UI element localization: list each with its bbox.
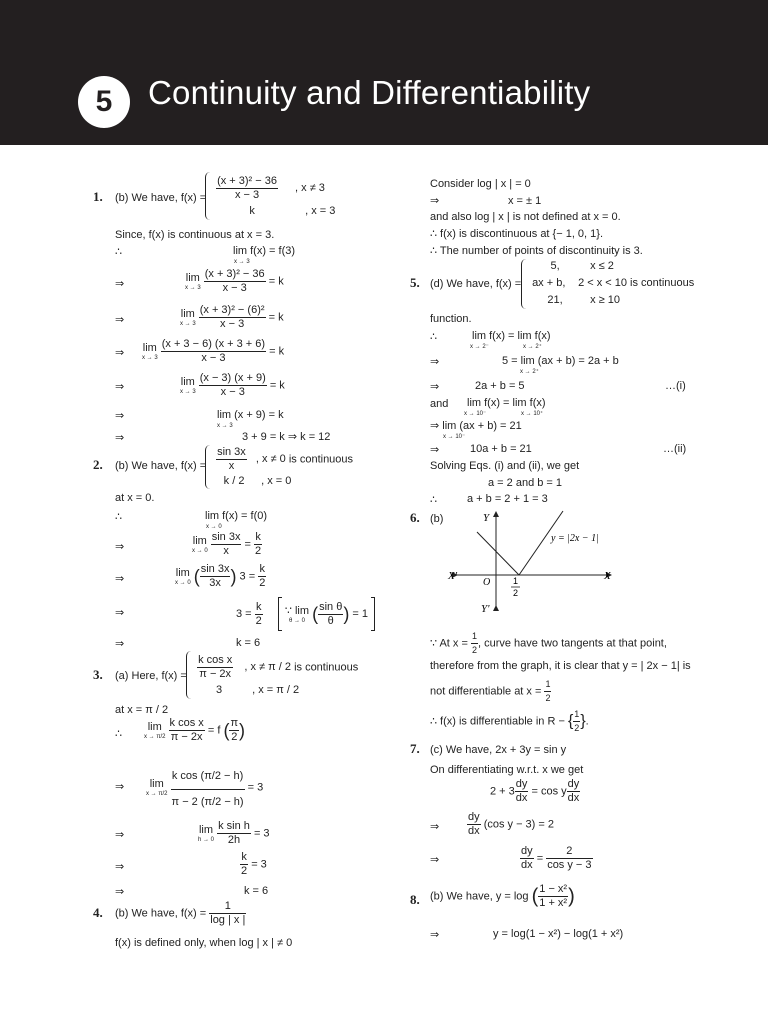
math-line: lim x → π/2 $\frac{\text{k cos x}}{\pi - 2x}$ = f ( $\frac{\pi}{2}$ ) <box>144 717 246 743</box>
graph-y-abs-2x-minus-1 <box>445 508 620 620</box>
implies-sign: ⇒ <box>115 638 125 650</box>
implies-sign: ⇒ <box>430 929 440 941</box>
math-line: lim f(x) = f(3) <box>233 245 296 257</box>
math-line: 3 = $\frac{k}{2}$ ∵ lim θ → 0 ( $\frac{\text{sin θ}}{\theta}$ ) = 1 <box>236 597 375 631</box>
question-number: 4. <box>93 905 103 920</box>
q4-consider: Consider log | x | = 0 <box>430 178 531 190</box>
implies-sign: ⇒ <box>430 356 440 368</box>
implies-sign: ⇒ <box>115 607 125 619</box>
curve-label: y = |2x − 1| <box>551 533 599 544</box>
therefore-sign: ∴ <box>115 246 122 258</box>
math-line: x = ± 1 <box>508 195 542 207</box>
implies-sign: ⇒ <box>115 886 125 898</box>
y-axis-label: Y <box>483 512 490 524</box>
implies-sign: ⇒ <box>115 278 125 290</box>
implies-sign: ⇒ <box>115 347 125 359</box>
implies-sign: ⇒ <box>115 432 125 444</box>
bracket-left <box>278 597 282 631</box>
q6-line3: not differentiable at x = $\frac{1}{2}$ <box>430 679 551 703</box>
chapter-header <box>0 0 768 145</box>
implies-sign: ⇒ <box>430 444 440 456</box>
q7-text: On differentiating w.r.t. x we get <box>430 764 584 776</box>
math-line: ⇒ lim (ax + b) = 21 <box>430 420 522 432</box>
math-line: lim x → 3 $\frac{\text{(x + 3)² − 36}}{x - 3}$ = k <box>185 268 284 294</box>
implies-sign: ⇒ <box>115 573 125 585</box>
question-number: 5. <box>410 275 420 290</box>
q3-piecewise: $\frac{\text{k cos x}}{\pi - 2x}$ , x ≠ π / 2 is continuous 3 , x = π / 2 <box>186 651 358 699</box>
limit-subscript: x → 3 <box>234 259 250 265</box>
x-axis-label: X <box>604 570 611 582</box>
math-line: lim (x + 9) = k <box>217 409 284 421</box>
math-line: y = log(1 − x²) − log(1 + x²) <box>493 928 624 940</box>
q4-text: ∴ The number of points of discontinuity is 3. <box>430 245 643 257</box>
chapter-title: Continuity and Differentiability <box>148 74 591 111</box>
therefore-sign: ∴ <box>430 331 437 343</box>
brace <box>521 259 526 309</box>
q5-text: Solving Eqs. (i) and (ii), we get <box>430 460 580 472</box>
limit-subscript: x → 0 <box>206 524 222 530</box>
q3-intro: (a) Here, f(x) = <box>115 670 187 682</box>
equation-tag: …(ii) <box>663 443 687 455</box>
math-line: lim f(x) = f(0) <box>205 510 268 522</box>
q2-at: at x = 0. <box>115 492 155 504</box>
math-line: 2a + b = 5 <box>475 380 525 392</box>
math-line: 3 + 9 = k ⇒ k = 12 <box>242 431 331 443</box>
q4-text: ∴ f(x) is discontinuous at {− 1, 0, 1}. <box>430 228 604 240</box>
y-neg-label: Y' <box>481 603 490 615</box>
q6-line2: therefore from the graph, it is clear that y = | 2x − 1| is <box>430 660 691 672</box>
math-line: $\frac{k}{2}$ = 3 <box>241 851 267 877</box>
question-number: 1. <box>93 189 103 204</box>
q6-line1: ∵ At x = $\frac{1}{2}$ , curve have two tangents at that point, <box>430 631 667 655</box>
q4-intro: (b) We have, f(x) = $\frac{1}{\log | x |}$ <box>115 900 246 926</box>
math-line: k = 6 <box>244 885 269 897</box>
math-line: lim h → 0 $\frac{\text{k sin h}}{2h}$ = 3 <box>198 820 270 846</box>
implies-sign: ⇒ <box>430 821 440 833</box>
therefore-sign: ∴ <box>115 728 122 740</box>
math-line: $\frac{dy}{dx}$ = $\frac{2}{\text{cos y − 3}}$ <box>521 845 592 871</box>
math-line: lim x → 3 $\frac{(x + 3 - 6) (x + 3 + 6)}{x - 3}$ = k <box>142 338 285 364</box>
origin-label: O <box>483 577 491 588</box>
question-number: 3. <box>93 667 103 682</box>
implies-sign: ⇒ <box>115 410 125 422</box>
implies-sign: ⇒ <box>115 829 125 841</box>
implies-sign: ⇒ <box>115 541 125 553</box>
math-line: $\frac{dy}{dx}$ (cos y − 3) = 2 <box>468 811 554 837</box>
q8-intro: (b) We have, y = log ( $\frac{\text{1 − x²}}{\text{1 + x²}}$ ) <box>430 883 575 909</box>
q5-piecewise: 5, x ≤ 2 ax + b, 2 < x < 10 is continuous 21, x ≥ 10 <box>521 258 694 309</box>
math-line: k = 6 <box>236 637 261 649</box>
limit-subscript: x → 10⁺ <box>521 411 544 417</box>
therefore-sign: ∴ <box>115 511 122 523</box>
brace <box>205 172 210 220</box>
implies-sign: ⇒ <box>430 195 440 207</box>
limit-subscript: x → 2⁻ <box>470 344 489 350</box>
math-line: lim f(x) = lim f(x) <box>467 397 546 409</box>
brace <box>186 651 191 699</box>
question-number: 8. <box>410 892 420 907</box>
chapter-number-badge: 5 <box>78 76 130 128</box>
q7-intro: (c) We have, 2x + 3y = sin y <box>430 744 567 756</box>
q5-intro: (d) We have, f(x) = <box>430 278 522 290</box>
equation-tag: …(i) <box>665 380 686 392</box>
left-branch <box>477 532 519 575</box>
bracket-right <box>371 597 375 631</box>
math-line: lim f(x) = lim f(x) <box>472 330 551 342</box>
question-number: 2. <box>93 457 103 472</box>
brace <box>205 445 210 489</box>
math-line: lim x → 0 ( $\frac{\sin 3x}{3x}$ ) 3 = $\frac{k}{2}$ <box>175 563 266 589</box>
math-line: 10a + b = 21 <box>470 443 532 455</box>
q1-intro: (b) We have, f(x) = <box>115 192 207 204</box>
q4-defined: f(x) is defined only, when log | x | ≠ 0 <box>115 937 293 949</box>
q5-text: and <box>430 398 449 410</box>
math-line: 5 = lim (ax + b) = 2a + b <box>502 355 619 367</box>
q1-since: Since, f(x) is continuous at x = 3. <box>115 229 275 241</box>
math-line: 2 + 3 $\frac{dy}{dx}$ = cos y $\frac{dy}{dx}$ <box>490 778 580 804</box>
limit-subscript: x → 2⁺ <box>520 369 539 375</box>
q6-option: (b) <box>430 513 444 525</box>
q1-piecewise: $\frac{\text{(x + 3)² − 36}}{x - 3}$ , x ≠ 3 k , x = 3 <box>205 172 335 220</box>
therefore-sign: ∴ <box>430 494 437 506</box>
math-line: lim x → 3 $\frac{\text{(x + 3)² − (6)²}}{x - 3}$ = k <box>180 304 284 330</box>
fraction: $\frac{\text{(x + 3)² − 36}}{x - 3}$ <box>217 174 277 201</box>
question-number: 6. <box>410 510 420 525</box>
graph-svg <box>445 508 620 620</box>
q6-line4: ∴ f(x) is differentiable in R − { $\frac{1}{2}$ }. <box>430 709 589 733</box>
q3-at: at x = π / 2 <box>115 704 169 716</box>
x-neg-label: X' <box>448 570 458 582</box>
implies-sign: ⇒ <box>430 381 440 393</box>
half-num: 1 <box>513 576 519 586</box>
limit-subscript: x → 10⁻ <box>443 434 466 440</box>
limit-subscript: x → 3 <box>217 423 233 429</box>
math-line: lim x → π/2 $\frac{\text{k cos (π/2 − h)}}{\pi - 2 (\pi/2 - h)}$ = 3 <box>146 770 264 808</box>
limit-subscript: x → 2⁺ <box>523 344 542 350</box>
limit-subscript: x → 10⁻ <box>464 411 487 417</box>
q2-piecewise: $\frac{\sin 3x}{x}$ , x ≠ 0 is continuous k / 2 , x = 0 <box>205 445 353 489</box>
implies-sign: ⇒ <box>115 781 125 793</box>
q2-intro: (b) We have, f(x) = <box>115 460 207 472</box>
math-line: lim x → 0 $\frac{\sin 3x}{x}$ = $\frac{k}{2}$ <box>192 531 262 557</box>
math-line: lim x → 3 $\frac{(x - 3) (x + 9)}{x - 3}$ = k <box>180 372 285 398</box>
implies-sign: ⇒ <box>115 314 125 326</box>
half-den: 2 <box>513 588 519 598</box>
q4-text: and also log | x | is not defined at x = 0. <box>430 211 621 223</box>
implies-sign: ⇒ <box>115 381 125 393</box>
implies-sign: ⇒ <box>115 861 125 873</box>
math-line: a + b = 2 + 1 = 3 <box>467 493 548 505</box>
implies-sign: ⇒ <box>430 854 440 866</box>
question-number: 7. <box>410 741 420 756</box>
math-line: a = 2 and b = 1 <box>488 477 563 489</box>
q5-text: function. <box>430 313 472 325</box>
